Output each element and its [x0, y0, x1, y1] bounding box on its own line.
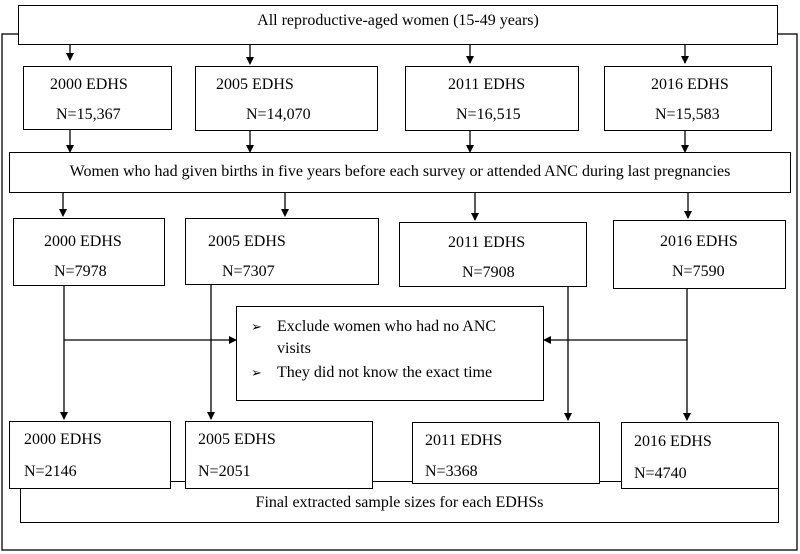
- row1-survey-2000: 2000 EDHS: [50, 76, 128, 93]
- row1-n-2011: N=16,515: [456, 106, 521, 123]
- row2-survey-2000: 2000 EDHS: [44, 233, 122, 250]
- row3-box-2000: [9, 421, 171, 489]
- row2-survey-2011: 2011 EDHS: [448, 234, 526, 251]
- row3-survey-2000: 2000 EDHS: [24, 431, 102, 448]
- row3-n-2011: N=3368: [425, 463, 478, 480]
- row3-box-2005: [185, 421, 373, 489]
- arrow-bullet-icon: ➢: [251, 319, 262, 334]
- row1-box-2005: [195, 66, 378, 131]
- all-women-box: [18, 5, 778, 45]
- row3-n-2016: N=4740: [634, 465, 687, 482]
- final-sample-label: Final extracted sample sizes for each EDHSs: [255, 494, 544, 511]
- arrow-bullet-icon: ➢: [251, 365, 262, 380]
- row2-n-2011: N=7908: [462, 264, 515, 281]
- exclusion-box: [236, 306, 544, 401]
- row2-survey-2005: 2005 EDHS: [208, 233, 286, 250]
- exclusion-item-1: [251, 317, 496, 337]
- row1-n-2016: N=15,583: [655, 106, 720, 123]
- row2-n-2016: N=7590: [672, 263, 725, 280]
- row1-survey-2011: 2011 EDHS: [448, 76, 526, 93]
- births-anc-label: Women who had given births in five years before each survey or attended ANC during last pregnancies: [69, 163, 731, 180]
- row2-n-2005: N=7307: [222, 263, 275, 280]
- row3-survey-2005: 2005 EDHS: [198, 431, 276, 448]
- row3-n-2000: N=2146: [24, 463, 77, 480]
- row2-box-2000: [13, 218, 165, 286]
- exclusion-item-1-line2: visits: [277, 340, 311, 357]
- exclusion-item-2: [251, 363, 492, 383]
- row3-survey-2011: 2011 EDHS: [425, 432, 503, 449]
- row2-box-2016: [613, 220, 786, 289]
- row2-box-2011: [399, 222, 587, 287]
- all-women-label: All reproductive-aged women (15-49 years): [257, 12, 539, 29]
- row2-n-2000: N=7978: [54, 263, 107, 280]
- exclusion-item-1-line1: Exclude women who had no ANC: [277, 318, 497, 335]
- exclusion-item-2-line1: They did not know the exact time: [277, 364, 493, 381]
- row2-box-2005: [185, 218, 379, 285]
- row3-n-2005: N=2051: [198, 463, 251, 480]
- row1-survey-2005: 2005 EDHS: [216, 76, 294, 93]
- row3-box-2011: [412, 422, 600, 484]
- row3-box-2016: [621, 422, 779, 489]
- row1-survey-2016: 2016 EDHS: [651, 76, 729, 93]
- row2-survey-2016: 2016 EDHS: [660, 233, 738, 250]
- row1-box-2011: [405, 66, 579, 131]
- row3-survey-2016: 2016 EDHS: [634, 433, 712, 450]
- exclusion-item-1-cont: [277, 339, 311, 359]
- row1-n-2005: N=14,070: [246, 106, 311, 123]
- row1-box-2016: [604, 66, 772, 131]
- row1-box-2000: [23, 66, 172, 130]
- row1-n-2000: N=15,367: [56, 106, 121, 123]
- births-anc-box: [9, 152, 791, 193]
